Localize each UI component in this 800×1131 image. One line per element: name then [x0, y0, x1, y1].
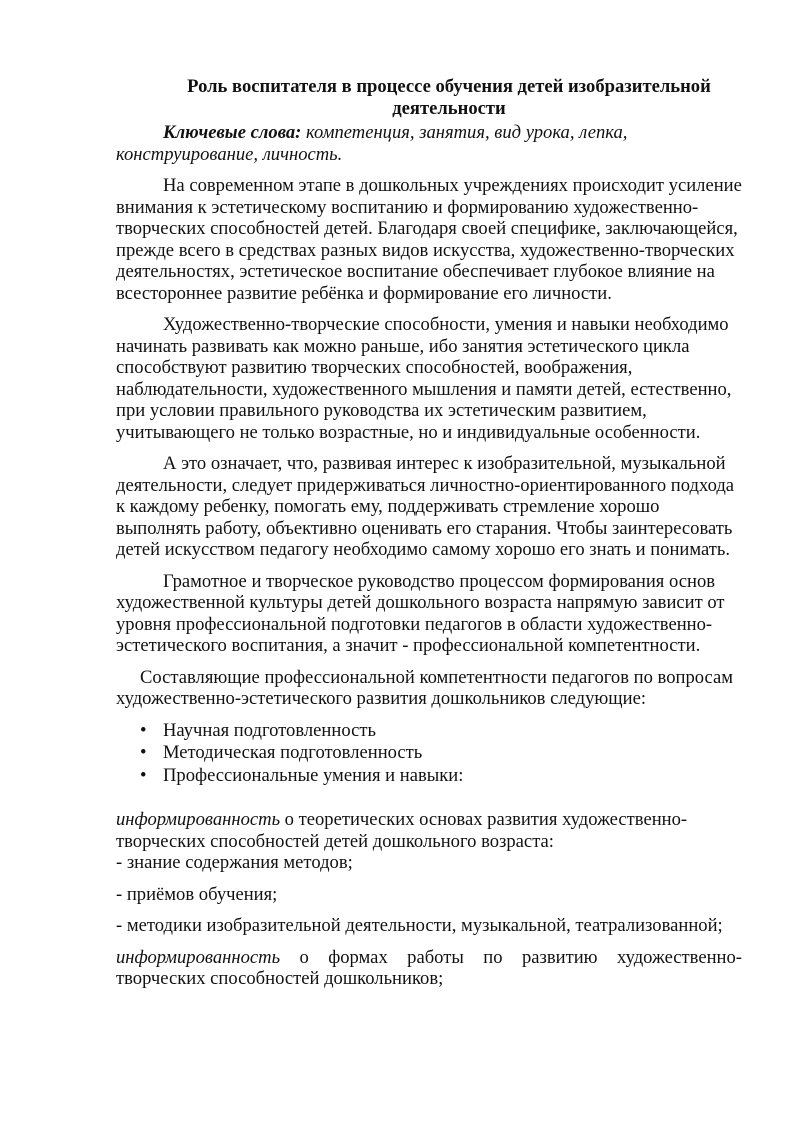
informedness-text: о формах работы по развитию художественно-творческих способностей дошкольников; [116, 946, 742, 989]
list-item [116, 742, 742, 765]
keywords-text: компетенция, занятия, вид урока, лепка, конструирование, личность. [116, 122, 628, 165]
bullet-icon: • [140, 764, 147, 786]
paragraph-3: А это означает, что, развивая интерес к изобразительной, музыкальной деятельности, следует придерживаться личностно-ориентированного подхода к каждому ребенку, помогать ему, поддерживать стремление хорошо выполнять работу, объективно оценивать его старания. Чтобы заинтересовать детей искусством педагогу необходимо самому хорошо его знать и понимать. [116, 453, 735, 560]
competence-list [116, 720, 742, 788]
informedness-paragraph-1 [116, 809, 742, 852]
dash-line-3: - методики изобразительной деятельности, музыкальной, театрализованной; [116, 915, 723, 936]
list-item [116, 765, 742, 788]
informedness-term: информированность [116, 946, 281, 968]
paragraph-5: Составляющие профессиональной компетентности педагогов по вопросам художественно-эстетического развития дошкольников следующие: [116, 666, 733, 709]
title-line-2: деятельности [392, 98, 506, 119]
bullet-icon: • [140, 742, 147, 763]
keywords-paragraph [116, 122, 742, 165]
list-item-text: Методическая подготовленность [163, 742, 423, 763]
keywords-label: Ключевые слова: [163, 122, 302, 143]
bullet-icon: • [140, 719, 147, 741]
document-title [116, 76, 742, 120]
dash-line-2: - приёмов обучения; [116, 883, 278, 905]
document-page [116, 76, 742, 990]
list-item [116, 720, 742, 743]
informedness-paragraph-2 [116, 947, 742, 990]
paragraph-2: Художественно-творческие способности, умения и навыки необходимо начинать развивать как можно раньше, ибо занятия эстетического цикла способствуют развитию творческих способностей, воображения, наблюдательности, художественного мышления и памяти детей, естественно, при условии правильного руководства их эстетическим развитием, учитывающего не только возрастные, но и индивидуальные особенности. [116, 314, 732, 443]
informedness-term: информированность [116, 809, 281, 830]
list-item-text: Профессиональные умения и навыки: [163, 764, 464, 786]
dash-line-1: - знание содержания методов; [116, 852, 353, 873]
informedness-text: о теоретических основах развития художественно-творческих способностей детей дошкольного возраста: [116, 809, 688, 852]
list-item-text: Научная подготовленность [163, 719, 376, 741]
title-line-1: Роль воспитателя в процессе обучения детей изобразительной [187, 76, 711, 97]
paragraph-1: На современном этапе в дошкольных учреждениях происходит усиление внимания к эстетическому воспитанию и формированию художественно-творческих способностей детей. Благодаря своей специфике, заключающейся, прежде всего в средствах разных видов искусства, художественно-творческих деятельностях, эстетическое воспитание обеспечивает глубокое влияние на всестороннее развитие ребёнка и формирование его личности. [116, 175, 742, 304]
paragraph-4: Грамотное и творческое руководство процессом формирования основ художественной культуры детей дошкольного возраста напрямую зависит от уровня профессиональной подготовки педагогов в области художественно-эстетического воспитания, а значит - профессиональной компетентности. [116, 570, 725, 656]
